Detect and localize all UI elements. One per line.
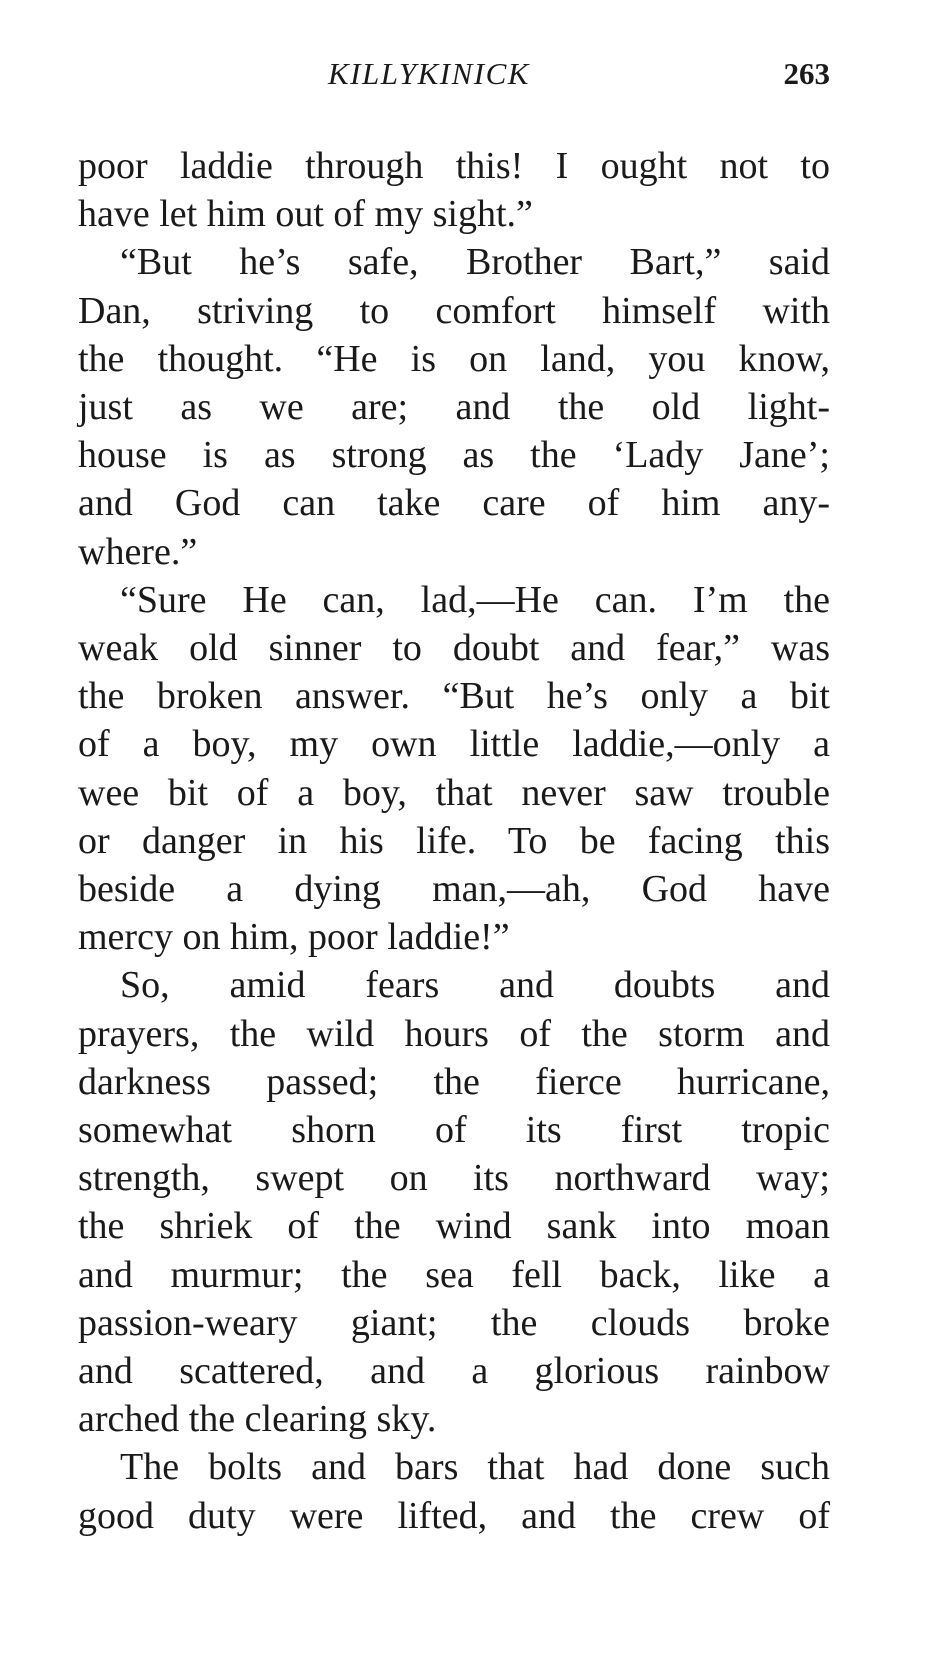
- text-line: and murmur; the sea fell back, like a: [78, 1253, 830, 1296]
- text-line: “But he’s safe, Brother Bart,” said: [120, 241, 830, 284]
- text-line: good duty were lifted, and the crew of: [78, 1494, 830, 1537]
- text-line: strength, swept on its northward way;: [78, 1157, 830, 1200]
- paragraph: [78, 961, 830, 1443]
- running-head: [78, 52, 830, 96]
- running-title: KILLYKINICK: [328, 56, 530, 91]
- paragraph: [78, 142, 830, 238]
- text-line: and God can take care of him any-: [78, 482, 830, 525]
- text-line: prayers, the wild hours of the storm and: [78, 1012, 830, 1055]
- page-number: 263: [783, 56, 830, 91]
- text-line: mercy on him, poor laddie!”: [78, 916, 510, 959]
- text-line: weak old sinner to doubt and fear,” was: [78, 627, 830, 670]
- text-line: darkness passed; the fierce hurricane,: [78, 1060, 830, 1103]
- text-line: arched the clearing sky.: [78, 1398, 437, 1441]
- text-line: passion-weary giant; the clouds broke: [78, 1301, 830, 1344]
- text-line: wee bit of a boy, that never saw trouble: [78, 771, 830, 814]
- text-line: or danger in his life. To be facing this: [78, 819, 830, 862]
- text-line: where.”: [78, 530, 198, 573]
- text-line: and scattered, and a glorious rainbow: [78, 1350, 830, 1393]
- text-line: the broken answer. “But he’s only a bit: [78, 675, 830, 718]
- text-line: beside a dying man,—ah, God have: [78, 868, 830, 911]
- body-text: [78, 142, 830, 1540]
- text-line: house is as strong as the ‘Lady Jane’;: [78, 434, 830, 477]
- text-line: poor laddie through this! I ought not to: [78, 145, 830, 187]
- text-line: the shriek of the wind sank into moan: [78, 1205, 830, 1248]
- paragraph: [78, 1443, 830, 1539]
- text-line: of a boy, my own little laddie,—only a: [78, 723, 830, 766]
- text-line: the thought. “He is on land, you know,: [78, 337, 830, 380]
- paragraph: [78, 238, 830, 575]
- text-line: Dan, striving to comfort himself with: [78, 289, 830, 332]
- text-line: The bolts and bars that had done such: [120, 1446, 830, 1489]
- text-line: So, amid fears and doubts and: [120, 964, 830, 1007]
- text-line: “Sure He can, lad,—He can. I’m the: [120, 578, 830, 621]
- paragraph: [78, 576, 830, 962]
- text-line: somewhat shorn of its first tropic: [78, 1109, 830, 1152]
- text-line: have let him out of my sight.”: [78, 193, 533, 236]
- text-line: just as we are; and the old light-: [78, 386, 830, 429]
